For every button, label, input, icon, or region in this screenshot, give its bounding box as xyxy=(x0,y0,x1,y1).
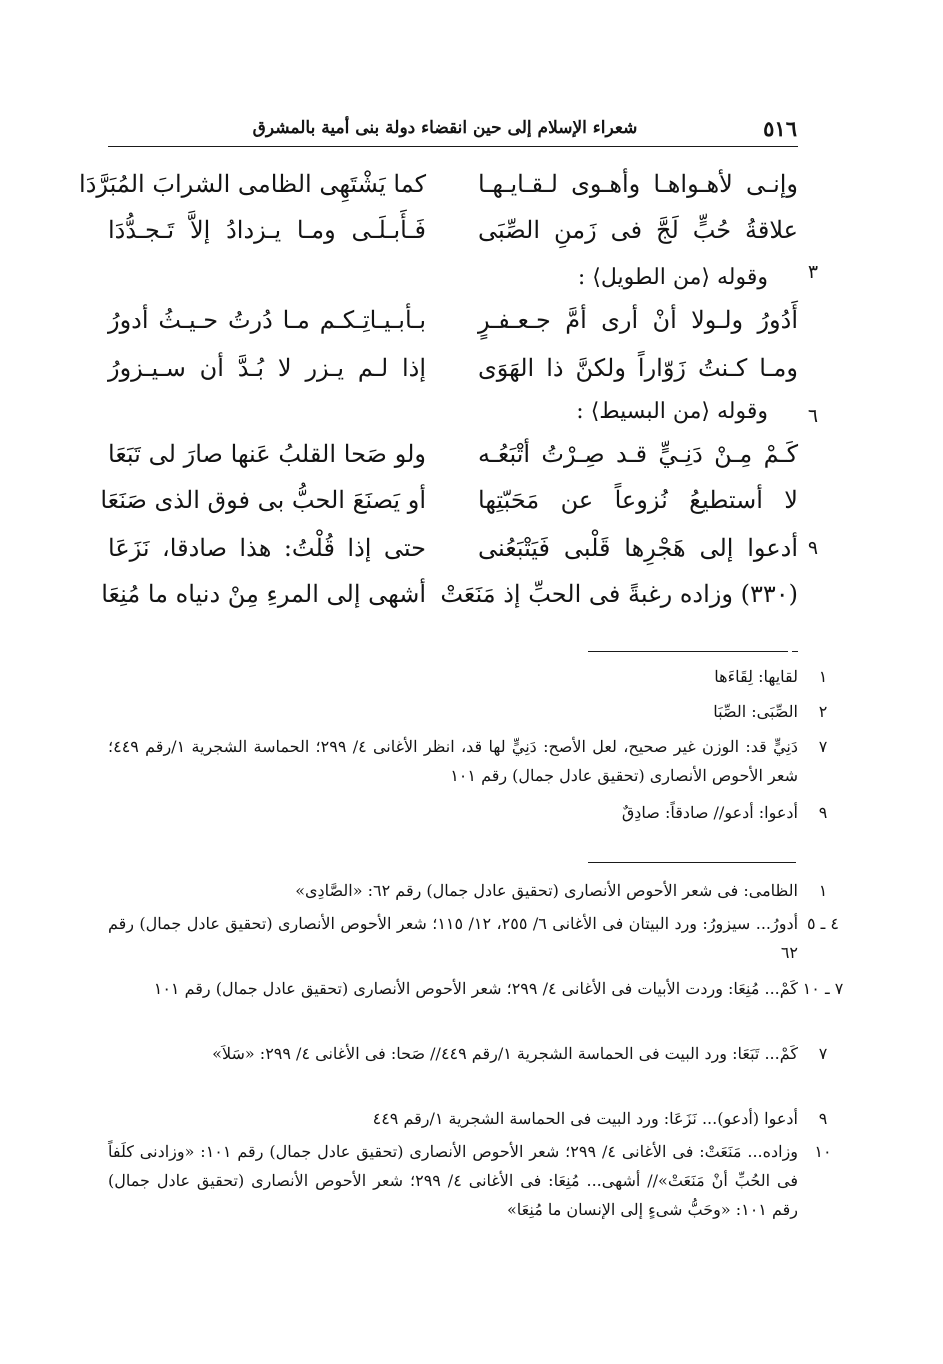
verse-line xyxy=(0,346,943,390)
verse-line xyxy=(0,432,943,476)
footnote-text: الظامى: فى شعر الأحوص الأنصارى (تحقيق عادل جمال) رقم ٦٢: «الصَّادِى» xyxy=(295,881,798,900)
verse-first-hemistich: (٣٣٠) وزاده رغبةً فى الحبِّ إذ مَنَعَتْ xyxy=(440,580,798,608)
footnote-number: ٧ xyxy=(818,737,828,756)
verse-line xyxy=(0,298,943,342)
footnote-number: ٤ ـ ٥ xyxy=(806,914,840,933)
footnote-text: أدعوا (أدعو)... نَزَعَا: ورد البيت فى الحماسة الشجرية ١/رقم ٤٤٩ xyxy=(372,1109,798,1128)
footnote-number: ٩ xyxy=(818,803,828,822)
verse-second-hemistich: كما يَشْتَهِى الظامى الشرابَ المُبَرَّدَا xyxy=(79,170,426,198)
verse-second-hemistich: ولو صَحا القلبُ عَنها صارَ لى تَبَعَا xyxy=(108,440,426,468)
footnote xyxy=(108,798,828,827)
verse-second-hemistich: حتى إذا قُلْتُ: هذا صادقا، نَزَعَا xyxy=(108,534,426,562)
footnote-text: أدورُ... سيزورُ: ورد البيتان فى الأغانى ٦/ ٢٥٥، ١٢/ ١١٥؛ شعر الأحوص الأنصارى (تحقيق عادل جمال) رقم ٦٢ xyxy=(108,914,799,962)
footnote xyxy=(108,662,828,691)
footnote-text: وزاده... مَنَعَتْ: فى الأغانى ٤/ ٢٩٩؛ شعر الأحوص الأنصارى (تحقيق عادل جمال) رقم ١٠١: «وزادنى كلَفاً فى الحُبِّ أنْ مَنَعَتْ»// أشهى... مُنِعَا: فى الأغانى ٤/ ٢٩٩؛ شعر الأحوص الأنصارى (تحقيق عادل جمال) رقم ١٠١: «وحَبُّ شىءٍ إلى الإنسان ما مُنِعَا» xyxy=(108,1142,799,1219)
verse-line xyxy=(0,162,943,206)
verse-first-hemistich: ومـا كـنتُ زَوّاراً ولكنَّ ذا الهَوَى xyxy=(478,354,798,382)
verse-second-hemistich: إذا لـم يـزر لا بُـدَّ أن سـيـزورُ xyxy=(108,354,426,382)
header-rule xyxy=(108,146,798,147)
verse-second-hemistich: أو يَصنَعَ الحبُّ بى فوق الذى صَنَعَا xyxy=(100,486,426,514)
line-number: ٩ xyxy=(807,537,819,559)
verse-second-hemistich: بـأبـيـاتِـكـم مـا دُرتُ حـيـثُ أدورُ xyxy=(108,306,426,334)
poem-intro: وقوله ⟨من البسيط⟩ : xyxy=(576,399,768,424)
verse-first-hemistich: أدعوا إلى هَجْرِها قَلْبى فَيَتْبَعُنى xyxy=(478,534,798,562)
verse-line xyxy=(0,478,943,522)
footnote xyxy=(108,732,828,790)
footnote xyxy=(108,876,828,905)
running-title: شعراء الإسلام إلى حين انقضاء دولة بنى أمية بالمشرق xyxy=(252,118,638,138)
verse-first-hemistich: لا أستطيعُ نُزوعاً عن مَحَبّتِها xyxy=(478,486,798,514)
footnote xyxy=(108,1104,828,1133)
verse-line xyxy=(0,572,943,616)
footnote-number: ٧ ـ ١٠ xyxy=(802,979,844,998)
verse-second-hemistich: أشهى إلى المرءِ مِنْ دنياه ما مُنِعَا xyxy=(101,580,426,608)
footnote xyxy=(108,909,840,967)
footnote-text: أدعوا: أدعو// صادقاً: صادِقٌ xyxy=(621,803,798,822)
footnote-text: كَمْ... تَبَعَا: ورد البيت فى الحماسة الشجرية ١/رقم ٤٤٩// صَحا: فى الأغانى ٤/ ٢٩٩: «سَلاَ» xyxy=(212,1044,798,1063)
footnote-number: ٢ xyxy=(818,702,828,721)
footnote-text: دَنِيٍّ قد: الوزن غير صحيح، لعل الأصح: دَنِيٍّ لها قد، انظر الأغانى ٤/ ٢٩٩؛ الحماسة الشجرية ١/رقم ٤٤٩؛ شعر الأحوص الأنصارى (تحقيق عادل جمال) رقم ١٠١ xyxy=(108,737,798,785)
footnote-text: كَمْ... مُنِعَا: وردت الأبيات فى الأغانى ٤/ ٢٩٩؛ شعر الأحوص الأنصارى (تحقيق عادل جمال) رقم ١٠١ xyxy=(153,979,798,998)
verse-first-hemistich: كَـمْ مِـنْ دَنِـيٍّ قـد صِـرْتُ أتْبَعُـه xyxy=(478,440,798,468)
poem-intro: وقوله ⟨من الطويل⟩ : xyxy=(577,265,768,290)
footnote-number: ٧ xyxy=(818,1044,828,1063)
footnote xyxy=(108,974,844,1003)
footnote-rule xyxy=(588,862,796,863)
verse-line xyxy=(0,526,943,570)
line-number: ٣ xyxy=(807,261,819,283)
footnote xyxy=(108,1137,832,1224)
footnote-number: ١ xyxy=(818,667,828,686)
footnote-rule-dash xyxy=(792,651,798,652)
footnote-number: ٩ xyxy=(818,1109,828,1128)
footnote-text: الصِّبَى: الصِّبَا xyxy=(713,702,798,721)
verse-first-hemistich: أَدُورُ ولـولا أنْ أرى أمَّ جـعـفـرٍ xyxy=(478,306,798,334)
footnote-number: ١ xyxy=(818,881,828,900)
verse-second-hemistich: فَـأَبـلَـى ومـا يـزدادُ إلاَّ تَـجـدُّدَا xyxy=(108,216,426,244)
footnote-text: لقايها: لِقَاءَها xyxy=(714,667,798,686)
footnote-rule xyxy=(588,651,788,652)
footnote xyxy=(108,697,828,726)
verse-line xyxy=(0,208,943,252)
line-number: ٦ xyxy=(807,405,819,427)
footnote-number: ١٠ xyxy=(814,1142,832,1161)
footnote xyxy=(108,1039,828,1068)
page-number: ٥١٦ xyxy=(763,116,797,141)
verse-first-hemistich: علاقةُ حُبٍّ لَجَّ فى زَمنِ الصِّبَى xyxy=(478,216,798,244)
verse-first-hemistich: وإنـى لأهـواهـا وأهـوى لـقـايـهـا xyxy=(478,170,798,198)
